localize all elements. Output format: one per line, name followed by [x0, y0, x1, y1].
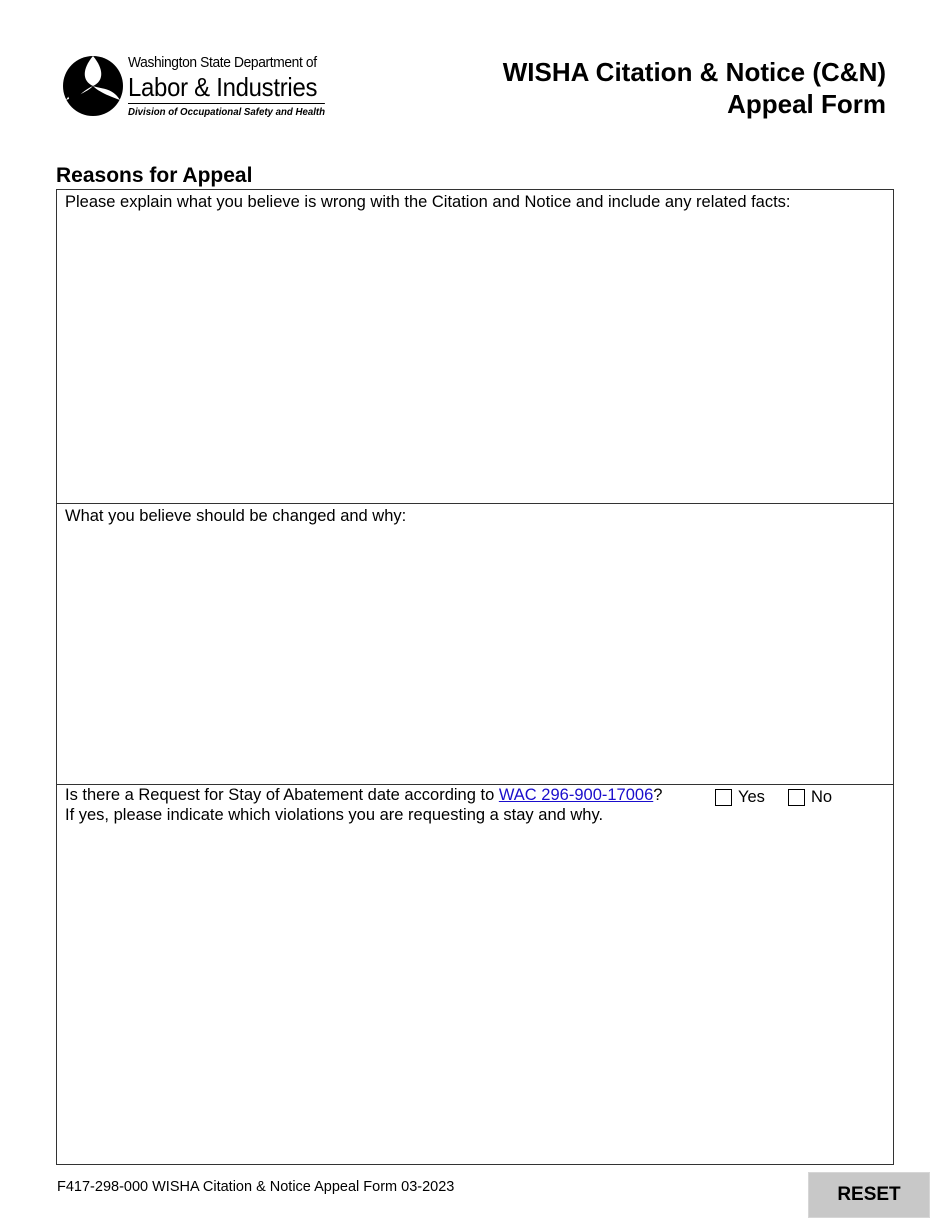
stay-no-label: No: [811, 788, 833, 806]
stay-no-checkbox[interactable]: [788, 789, 805, 806]
form-title-line1: WISHA Citation & Notice (C&N): [502, 57, 886, 87]
stay-yes-option[interactable]: [715, 787, 765, 807]
wrong-field-label: Please explain what you believe is wrong with the Citation and Notice and include any related facts:: [65, 193, 791, 211]
stay-question: [65, 785, 662, 805]
logo-wordmark: [128, 53, 342, 120]
form-title: [503, 56, 886, 120]
wac-link[interactable]: WAC 296-900-17006: [498, 786, 654, 804]
reset-button[interactable]: RESET: [808, 1172, 930, 1218]
section-heading: Reasons for Appeal: [56, 164, 253, 187]
change-field: [57, 504, 893, 785]
form-title-line2: Appeal Form: [727, 89, 886, 119]
wrong-textarea[interactable]: [65, 216, 885, 495]
lni-logo-mark-icon: [62, 55, 124, 117]
lni-logo: [62, 53, 332, 129]
change-field-label: What you believe should be changed and why:: [65, 507, 407, 525]
logo-line-department: Washington State Department of: [128, 54, 317, 71]
form-id-footer: F417-298-000 WISHA Citation & Notice Appeal Form 03-2023: [57, 1179, 455, 1195]
stay-yes-label: Yes: [738, 788, 765, 806]
logo-line-agency: Labor & Industries: [128, 73, 325, 104]
stay-field: [57, 785, 893, 1165]
stay-no-option[interactable]: [788, 787, 832, 807]
stay-textarea[interactable]: [65, 831, 885, 1157]
stay-sub-label: If yes, please indicate which violations you are requesting a stay and why.: [65, 806, 604, 824]
stay-question-prefix: Is there a Request for Stay of Abatement date according to: [65, 786, 499, 804]
wrong-field: [57, 190, 893, 504]
stay-yes-checkbox[interactable]: [715, 789, 732, 806]
logo-line-division: Division of Occupational Safety and Health: [128, 106, 325, 118]
change-textarea[interactable]: [65, 530, 885, 776]
stay-question-suffix: ?: [653, 786, 663, 804]
appeal-form-box: [56, 189, 894, 1165]
